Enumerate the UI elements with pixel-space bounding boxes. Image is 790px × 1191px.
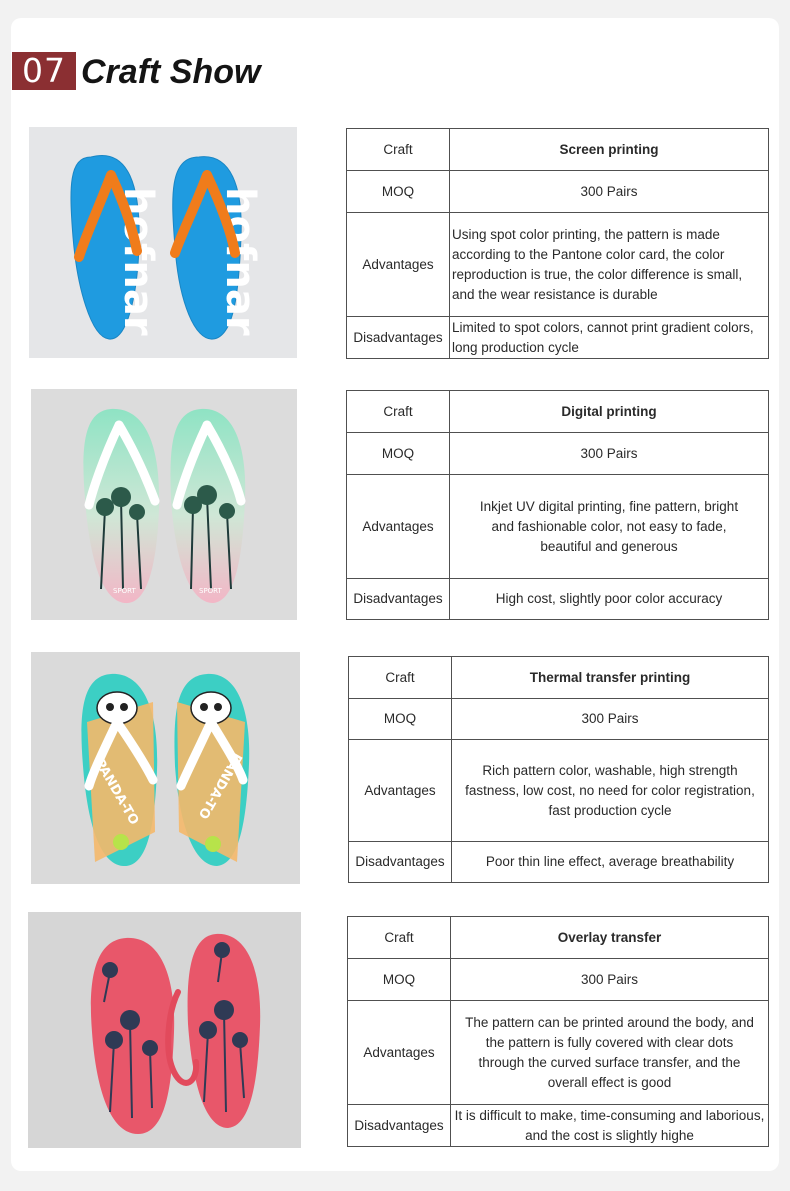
advantages-value: Rich pattern color, washable, high strength fastness, low cost, no need for color registration, fast production cycle [452,740,769,842]
craft-label: Craft [348,917,451,959]
disadvantages-value: It is difficult to make, time-consuming and laborious, and the cost is slightly highe [451,1105,769,1147]
craft-label: Craft [347,129,450,171]
craft-table-screen-printing [346,128,769,359]
craft-label: Craft [349,657,452,699]
craft-table-thermal-transfer [348,656,769,883]
disadvantages-label: Disadvantages [347,317,450,359]
brand-print-left: hofnar [115,187,161,336]
flip-flops-screen-printing-image [29,127,297,358]
disadvantages-value: Limited to spot colors, cannot print gradient colors, long production cycle [450,317,769,359]
disadvantages-value: Poor thin line effect, average breathability [452,842,769,883]
sole-print-left: SPORT [113,587,136,595]
flip-flops-thermal-transfer-image [31,652,300,884]
moq-value: 300 Pairs [450,433,769,475]
advantages-label: Advantages [347,213,450,317]
disadvantages-label: Disadvantages [348,1105,451,1147]
craft-label: Craft [347,391,450,433]
craft-value: Overlay transfer [451,917,769,959]
moq-label: MOQ [349,699,452,740]
advantages-value: Inkjet UV digital printing, fine pattern, bright and fashionable color, not easy to fade, beautiful and generous [450,475,769,579]
advantages-value: The pattern can be printed around the body, and the pattern is fully covered with clear dots through the curved surface transfer, and the overall effect is good [451,1001,769,1105]
craft-value: Digital printing [450,391,769,433]
moq-label: MOQ [347,433,450,475]
section-number-badge: 07 [12,52,76,90]
moq-value: 300 Pairs [451,959,769,1001]
moq-value: 300 Pairs [452,699,769,740]
sole-print-right: SPORT [199,587,222,595]
advantages-label: Advantages [349,740,452,842]
craft-value: Screen printing [450,129,769,171]
section-title: Craft Show [81,53,261,91]
moq-value: 300 Pairs [450,171,769,213]
sole-print-right: PANDA-TO [194,750,245,822]
craft-value: Thermal transfer printing [452,657,769,699]
advantages-label: Advantages [348,1001,451,1105]
brand-print-right: hofnar [217,187,263,336]
flip-flops-digital-printing-image [31,389,297,620]
flip-flops-overlay-transfer-image [28,912,301,1148]
advantages-value: Using spot color printing, the pattern is made according to the Pantone color card, the color reproduction is true, the color difference is small, and the wear resistance is durable [450,213,769,317]
craft-table-overlay-transfer [347,916,769,1147]
disadvantages-value: High cost, slightly poor color accuracy [450,579,769,620]
disadvantages-label: Disadvantages [347,579,450,620]
moq-label: MOQ [348,959,451,1001]
disadvantages-label: Disadvantages [349,842,452,883]
sole-print-left: PANDA-TO [91,756,142,828]
moq-label: MOQ [347,171,450,213]
advantages-label: Advantages [347,475,450,579]
craft-table-digital-printing [346,390,769,620]
